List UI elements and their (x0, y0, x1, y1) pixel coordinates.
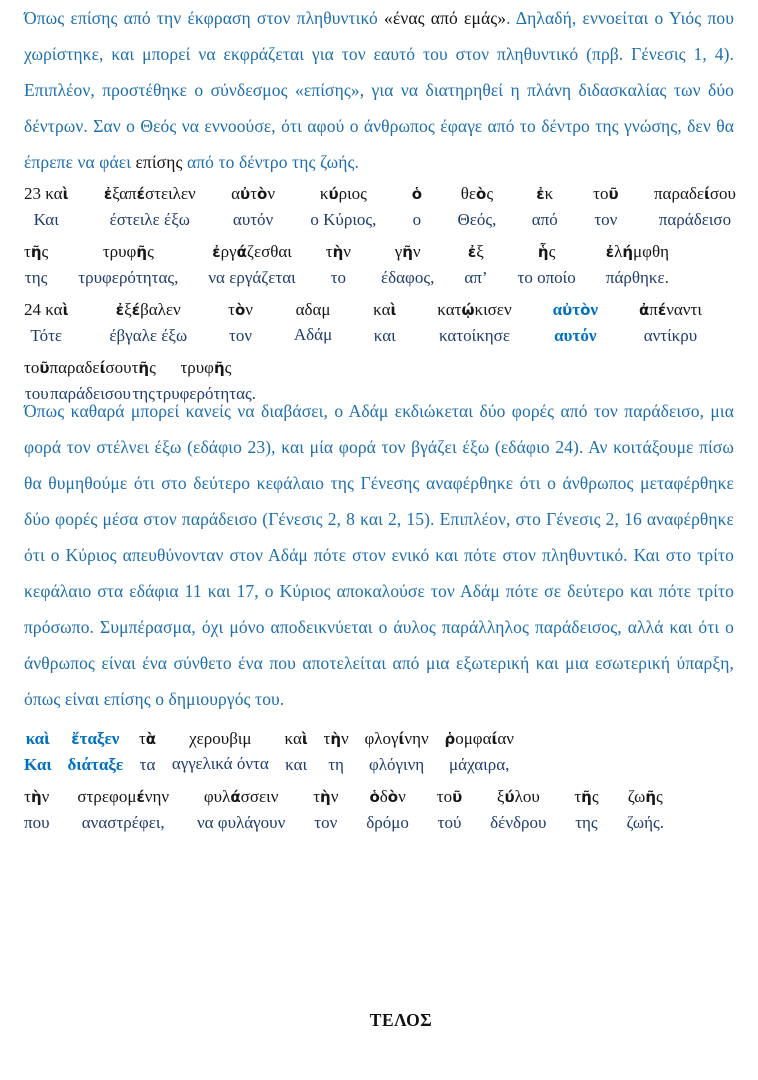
word-pair (326, 239, 351, 290)
word-pair (444, 726, 514, 777)
ancient-greek-word: ῥομφαίαν (444, 729, 514, 748)
modern-greek-translation: έστειλε έξω (109, 210, 190, 229)
word-pair (285, 726, 308, 777)
modern-greek-translation: κατοίκησε (438, 326, 510, 345)
p1-segment-5: από το δέντρο της ζωής. (182, 152, 360, 172)
modern-greek-translation: τον (314, 813, 338, 832)
modern-greek-translation: παράδεισο (658, 210, 732, 229)
modern-greek-translation: διάταξε (67, 755, 124, 774)
ancient-greek-word: 24 καὶ (24, 300, 69, 319)
ancient-greek-word: κύριος (319, 184, 367, 203)
word-pair (437, 784, 462, 835)
ancient-greek-word: ὁδὸν (369, 787, 406, 806)
word-pair (639, 297, 702, 348)
ancient-greek-word: τὴν (313, 787, 339, 806)
ancient-greek-word: τρυφῆς (180, 358, 232, 377)
interlinear-row (24, 726, 514, 777)
modern-greek-translation: και (373, 326, 396, 345)
modern-greek-translation: αυτόν (554, 326, 597, 345)
modern-greek-translation: τού (437, 813, 462, 832)
ancient-greek-word: αὐτὸν (231, 184, 276, 203)
ancient-greek-word: τὴν (325, 242, 351, 261)
modern-greek-translation: Και (33, 210, 59, 229)
word-pair (67, 726, 123, 777)
interlinear-row (24, 181, 736, 232)
word-pair (24, 784, 50, 835)
ancient-greek-word: καὶ (284, 729, 308, 748)
ancient-greek-word: τρυφῆς (102, 242, 154, 261)
modern-greek-translation: ζωής. (626, 813, 664, 832)
modern-greek-translation: της (575, 813, 598, 832)
word-pair (457, 181, 496, 232)
modern-greek-translation: παράδεισου (50, 384, 131, 403)
modern-greek-translation: ο Κύριος, (310, 210, 377, 229)
interlinear-row (24, 297, 702, 348)
ancient-greek-word: ἧς (537, 242, 556, 261)
word-pair (294, 297, 332, 348)
modern-greek-translation: τον (594, 210, 618, 229)
word-pair (139, 726, 156, 777)
word-pair (517, 239, 575, 290)
modern-greek-translation: τρυφερότητας. (155, 384, 256, 403)
ancient-greek-word: τοῦ (24, 358, 50, 377)
word-pair (366, 784, 409, 835)
word-pair (228, 297, 253, 348)
ancient-greek-word: τοῦ (436, 787, 463, 806)
word-pair (490, 784, 546, 835)
modern-greek-translation: ο (412, 210, 422, 229)
word-pair (364, 726, 428, 777)
ancient-greek-word: παραδείσου (49, 358, 132, 377)
commentary-paragraph-2: Όπως καθαρά μπορεί κανείς να διαβάσει, ο Αδάμ εκδιώκεται δύο φορές από τον παράδεισο, μια φορά τον στέλνει έξω (εδάφιο 23), και μία φορά τον βγάζει έξω (εδάφιο 24). Αν κοιτάξουμε πίσω θα θυμηθούμε ότι στο δεύτερο κεφάλαιο της Γένεσης αναφέρθηκε ότι ο άνθρωπος μεταφέρθηκε δύο φορές μέσα στον παράδεισο (Γένεσις 2, 8 και 2, 15). Επιπλέον, στο Γένεσις 2, 16 αναφέρθηκε ότι ο Κύριος απευθύνονταν στον Αδάμ πότε στον ενικό και πότε στον πληθυντικό. Και στο τρίτο κεφάλαιο στα εδάφια 11 και 17, ο Κύριος αποκαλούσε τον Αδάμ πότε σε δεύτερο και πότε τρίτο πρόσωπο. Συμπέρασμα, όχι μόνο αποδεικνύεται ο άυλος παράλληλος παράδεισος, αλλά και ότι ο άνθρωπος είναι ένα σύνθετο ένα που αποτελείται από μια εξωτερική και μια εσωτερική ύπαρξη, όπως είναι επίσης ο δημιουργός του. (24, 401, 734, 709)
ancient-greek-word: τὴν (24, 787, 50, 806)
ancient-greek-word: τοῦ (593, 184, 619, 203)
ancient-greek-word: ἐλήμφθη (605, 242, 669, 261)
ancient-greek-word: τὴν (323, 729, 349, 748)
word-pair (553, 297, 598, 348)
modern-greek-translation: Αδάμ (293, 325, 333, 344)
ancient-greek-word: ἀπέναντι (638, 300, 702, 319)
ancient-greek-word: αδαμ (295, 300, 331, 319)
commentary-paragraph-1 (24, 0, 734, 180)
word-pair (78, 239, 178, 290)
ancient-greek-word: χερουβιμ (189, 729, 252, 748)
ancient-greek-word: ζωῆς (627, 787, 663, 806)
word-pair (77, 784, 169, 835)
ancient-greek-word: φυλάσσειν (203, 787, 279, 806)
ancient-greek-word: τῆς (24, 242, 49, 261)
ancient-greek-word: τὰ (138, 729, 157, 748)
ancient-greek-word: κατῴκισεν (437, 300, 512, 319)
modern-greek-translation: του (24, 384, 49, 403)
modern-greek-translation: το οποίο (517, 268, 576, 287)
ancient-greek-word: ὁ (411, 185, 423, 203)
modern-greek-translation: αναστρέφει, (81, 813, 165, 832)
modern-greek-translation: από (531, 210, 558, 229)
ancient-greek-word: ἐξαπέστειλεν (103, 184, 196, 203)
ancient-greek-word: καὶ (25, 729, 50, 748)
ancient-greek-word: ἔταξεν (71, 729, 120, 748)
word-pair (464, 239, 487, 290)
word-pair (24, 239, 48, 290)
ancient-greek-word: τὸν (228, 300, 253, 319)
modern-greek-translation: έβγαλε έξω (109, 326, 188, 345)
p1-segment-1: Όπως επίσης από την έκφραση στον πληθυντικό (24, 8, 385, 28)
interlinear-block-1 (24, 181, 734, 406)
word-pair (24, 181, 68, 232)
modern-greek-translation: τον (229, 326, 253, 345)
modern-greek-translation: Τότε (30, 326, 63, 345)
ancient-greek-word: ἐργάζεσθαι (212, 242, 292, 261)
modern-greek-translation: να εργάζεται (208, 268, 296, 287)
modern-greek-translation: της (132, 384, 155, 403)
ancient-greek-word: τῆς (131, 358, 156, 377)
modern-greek-translation: να φυλάγουν (196, 813, 286, 832)
ancient-greek-word: αὐτὸν (552, 300, 598, 319)
word-pair (208, 239, 295, 290)
modern-greek-translation: αντίκρυ (643, 326, 698, 345)
word-pair (24, 726, 52, 777)
modern-greek-translation: τρυφερότητας, (78, 268, 179, 287)
word-pair (593, 181, 618, 232)
word-pair (172, 726, 269, 777)
interlinear-row (24, 239, 669, 290)
word-pair (310, 181, 376, 232)
word-pair (574, 784, 598, 835)
ancient-greek-word: ξύλου (496, 787, 540, 806)
word-pair (323, 726, 348, 777)
modern-greek-translation: αγγελικά όντα (171, 754, 269, 773)
interlinear-row (24, 784, 664, 835)
ancient-greek-word: φλογίνην (364, 729, 429, 748)
ancient-greek-word: γῆν (394, 242, 421, 261)
word-pair (381, 239, 434, 290)
p1-segment-2: «ένας από εμάς» (384, 8, 507, 28)
modern-greek-translation: αυτόν (232, 210, 274, 229)
word-pair (626, 784, 664, 835)
word-pair (24, 297, 68, 348)
word-pair (606, 239, 669, 290)
modern-greek-translation: Θεός, (457, 210, 497, 229)
ancient-greek-word: στρεφομένην (77, 787, 170, 806)
modern-greek-translation: μάχαιρα, (449, 755, 510, 774)
modern-greek-translation: και (285, 755, 308, 774)
ancient-greek-word: 23 καὶ (24, 184, 69, 203)
ancient-greek-word: τῆς (574, 787, 599, 806)
ancient-greek-word: παραδείσου (653, 184, 736, 203)
modern-greek-translation: φλόγινη (368, 755, 425, 774)
word-pair (437, 297, 511, 348)
end-of-document-label: ΤΕΛΟΣ (369, 1010, 433, 1030)
p1-segment-4: επίσης (135, 152, 183, 172)
p1-segment-3: . Δηλαδή, εννοείται ο Υιός που χωρίστηκε, και μπορεί να εκφράζεται για τον εαυτό του στον πληθυντικό (πρβ. Γένεσις 1, 4). Επιπλέον, προστέθηκε ο σύνδεσμος «επίσης», για να διατηρηθεί η πλάνη διδασκαλίας των δύο δέντρων. Σαν ο Θεός να εννοούσε, ότι αφού ο άνθρωπος έφαγε από το δέντρο της γνώσης, δεν θα έπρεπε να φάει (24, 8, 735, 172)
word-pair (412, 181, 422, 232)
interlinear-block-2 (24, 726, 734, 835)
word-pair (654, 181, 736, 232)
ancient-greek-word: ἐξέβαλεν (115, 300, 181, 319)
word-pair (532, 181, 558, 232)
ancient-greek-word: θεὸς (460, 184, 494, 203)
word-pair (109, 297, 187, 348)
word-pair (313, 784, 338, 835)
word-pair (104, 181, 196, 232)
modern-greek-translation: τη (328, 755, 344, 774)
ancient-greek-word: καὶ (373, 300, 397, 319)
modern-greek-translation: απ’ (464, 268, 488, 287)
modern-greek-translation: της (24, 268, 48, 287)
modern-greek-translation: που (24, 813, 50, 832)
modern-greek-translation: δένδρου (490, 813, 547, 832)
word-pair (373, 297, 396, 348)
ancient-greek-word: ἐκ (536, 184, 554, 203)
modern-greek-translation: τα (139, 755, 156, 774)
modern-greek-translation: το (330, 268, 347, 287)
modern-greek-translation: δρόμο (366, 813, 409, 832)
modern-greek-translation: Και (24, 755, 52, 774)
modern-greek-translation: έδαφος, (380, 268, 435, 287)
modern-greek-translation: πάρθηκε. (605, 268, 669, 287)
word-pair (231, 181, 275, 232)
ancient-greek-word: ἐξ (467, 242, 484, 261)
word-pair (197, 784, 285, 835)
